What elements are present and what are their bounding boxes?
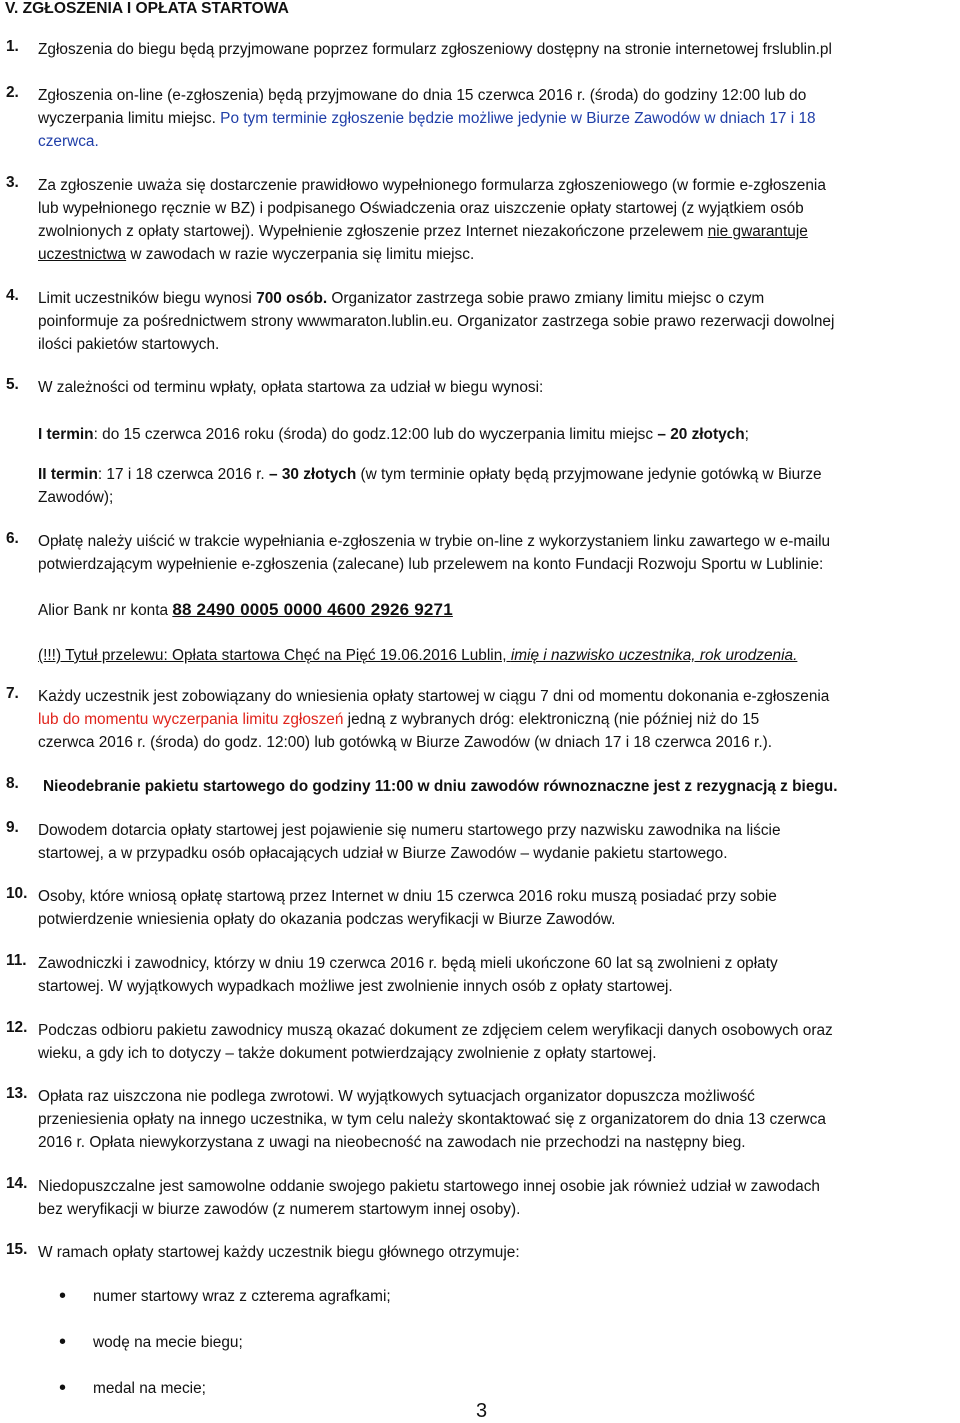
item-text [38, 819, 958, 865]
text-line: Niedopuszczalne jest samowolne oddanie swojego pakietu startowego innej osobie jak również udział w zawodach [38, 1178, 820, 1195]
text-line: potwierdzenie wniesienia opłaty do okazania podczas weryfikacji w Biurze Zawodów. [38, 911, 616, 928]
text-line: Zgłoszenia do biegu będą przyjmowane poprzez formularz zgłoszeniowy dostępny na stronie internetowej frslublin.pl [38, 41, 832, 58]
item-number: 3. [6, 174, 19, 191]
highlighted-text: lub do momentu wyczerpania limitu zgłoszeń [38, 711, 344, 728]
bullet-item: medal na mecie; [93, 1380, 206, 1397]
participant-limit: 700 osób. [256, 290, 328, 307]
fee-term-1: I termin: do 15 czerwca 2016 roku (środa) do godz.12:00 lub do wyczerpania limitu miejsc – 20 złotych; [38, 426, 749, 443]
bullet-icon: • [59, 1331, 67, 1353]
item-number: 13. [6, 1085, 28, 1102]
text-line: Za zgłoszenie uważa się dostarczenie prawidłowo wypełnionego formularza zgłoszeniowego (w formie e-zgłoszenia [38, 177, 826, 194]
item-number: 15. [6, 1241, 28, 1258]
item-text [38, 84, 958, 153]
item-text [38, 376, 958, 399]
item-text [38, 174, 958, 266]
bullet-icon: • [59, 1285, 67, 1307]
item-text [38, 1019, 958, 1065]
bank-account-line: Alior Bank nr konta 88 2490 0005 0000 4600 2926 9271 [38, 600, 453, 619]
text-line: poinformuje za pośrednictwem strony wwwmaraton.lublin.eu. Organizator zastrzega sobie prawo rezerwacji dowolnej [38, 313, 835, 330]
text-line: potwierdzającym wypełnienie e-zgłoszenia (zalecane) lub przelewem na konto Fundacji Rozwoju Sportu w Lublinie: [38, 556, 824, 573]
item-number: 12. [6, 1019, 28, 1036]
text-line: Każdy uczestnik jest zobowiązany do wniesienia opłaty startowej w ciągu 7 dni od momentu dokonania e-zgłoszenia [38, 688, 830, 705]
text-line: Osoby, które wniosą opłatę startową przez Internet w dniu 15 czerwca 2016 roku muszą posiadać przy sobie [38, 888, 777, 905]
text-line: W ramach opłaty startowej każdy uczestnik biegu głównego otrzymuje: [38, 1244, 520, 1261]
transfer-title: (!!!) Tytuł przelewu: Opłata startowa Chęć na Pięć 19.06.2016 Lublin, imię i nazwisko uczestnika, rok urodzenia. [38, 647, 798, 664]
text-line: wyczerpania limitu miejsc. Po tym terminie zgłoszenie będzie możliwe jedynie w Biurze Zawodów w dniach 17 i 18 [38, 110, 816, 127]
text-line: czerwca 2016 r. (środa) do godz. 12:00) lub gotówką w Biurze Zawodów (w dniach 17 i 18 czerwca 2016 r.). [38, 734, 772, 751]
section-heading: V. ZGŁOSZENIA I OPŁATA STARTOWA [5, 0, 289, 17]
item-text [38, 1241, 958, 1264]
item-text [38, 885, 958, 931]
item-number: 7. [6, 685, 19, 702]
fee-term-2: II termin: 17 i 18 czerwca 2016 r. – 30 złotych (w tym terminie opłaty będą przyjmowane jedynie gotówką w Biurze Zawodów); [38, 466, 822, 506]
item-number: 9. [6, 819, 19, 836]
item-text [38, 952, 958, 998]
text-line: W zależności od terminu wpłaty, opłata startowa za udział w biegu wynosi: [38, 379, 544, 396]
text-line: Podczas odbioru pakietu zawodnicy muszą okazać dokument ze zdjęciem celem weryfikacji danych osobowych oraz [38, 1022, 833, 1039]
item-number: 1. [6, 38, 19, 55]
page-number: 3 [476, 1400, 488, 1422]
text-line: ilości pakietów startowych. [38, 336, 220, 353]
item-text [38, 287, 958, 356]
item-text [38, 530, 958, 576]
underlined-text: uczestnictwa [38, 246, 127, 263]
text-line: bez weryfikacji w biurze zawodów (z numerem startowym innej osoby). [38, 1201, 521, 1218]
item-text [38, 1175, 958, 1221]
text-line: startowej. W wyjątkowych wypadkach możliwe jest zwolnienie innych osób z opłaty startowej. [38, 978, 673, 995]
item-text [43, 775, 960, 798]
item-text [38, 1085, 958, 1154]
text-line: lub do momentu wyczerpania limitu zgłoszeń jedną z wybranych dróg: elektroniczną (nie później niż do 15 [38, 711, 760, 728]
item-number: 6. [6, 530, 19, 547]
item-number: 4. [6, 287, 19, 304]
text-line: uczestnictwa w zawodach w razie wyczerpania się limitu miejsc. [38, 246, 475, 263]
bullet-icon: • [59, 1377, 67, 1399]
item-number: 2. [6, 84, 19, 101]
item-number: 5. [6, 376, 19, 393]
highlighted-text: Po tym terminie zgłoszenie będzie możliwe jedynie w Biurze Zawodów w dniach 17 i 18 [215, 110, 816, 127]
text-line: wieku, a gdy ich to dotyczy – także dokument potwierdzający zwolnienie z opłaty startowej. [38, 1045, 657, 1062]
item-text [38, 38, 958, 61]
bank-account-number: 88 2490 0005 0000 4600 2926 9271 [172, 600, 453, 619]
text-line: Opłatę należy uiścić w trakcie wypełniania e-zgłoszenia w trybie on-line z wykorzystaniem linku zawartego w e-mailu [38, 533, 831, 550]
item-text [38, 685, 958, 754]
item-number: 10. [6, 885, 28, 902]
text-line: Nieodebranie pakietu startowego do godziny 11:00 w dniu zawodów równoznaczne jest z rezygnacją z biegu. [43, 778, 838, 795]
text-line: lub wypełnionego ręcznie w BZ) i podpisanego Oświadczenia oraz uiszczenie opłaty startowej (z wyjątkiem osób [38, 200, 804, 217]
item-number: 8. [6, 775, 19, 792]
underlined-text: nie gwarantuje [707, 223, 808, 240]
text-line: zwolnionych z opłaty startowej). Wypełnienie zgłoszenie przez Internet niezakończone przelewem nie gwarantuje [38, 223, 808, 240]
text-line: czerwca. [38, 133, 99, 150]
item-number: 14. [6, 1175, 28, 1192]
text-line: Zawodniczki i zawodnicy, którzy w dniu 19 czerwca 2016 r. będą mieli ukończone 60 lat są zwolnieni z opłaty [38, 955, 778, 972]
text-line: 2016 r. Opłata niewykorzystana z uwagi na nieobecność na zawodach nie przechodzi na następny bieg. [38, 1134, 746, 1151]
text-line: Zgłoszenia on-line (e-zgłoszenia) będą przyjmowane do dnia 15 czerwca 2016 r. (środa) do godziny 12:00 lub do [38, 87, 807, 104]
text-line: Dowodem dotarcia opłaty startowej jest pojawienie się numeru startowego przy nazwisku zawodnika na liście [38, 822, 781, 839]
text-line: startowej, a w przypadku osób opłacających udział w Biurze Zawodów – wydanie pakietu startowego. [38, 845, 728, 862]
bullet-item: numer startowy wraz z czterema agrafkami; [93, 1288, 391, 1305]
text-line: Limit uczestników biegu wynosi 700 osób. Organizator zastrzega sobie prawo zmiany limitu miejsc o czym [38, 290, 765, 307]
bullet-item: wodę na mecie biegu; [93, 1334, 243, 1351]
item-number: 11. [6, 952, 27, 969]
text-line: Opłata raz uiszczona nie podlega zwrotowi. W wyjątkowych sytuacjach organizator dopuszcza możliwość [38, 1088, 755, 1105]
text-line: przeniesienia opłaty na innego uczestnika, w tym celu należy skontaktować się z organizatorem do dnia 13 czerwca [38, 1111, 826, 1128]
